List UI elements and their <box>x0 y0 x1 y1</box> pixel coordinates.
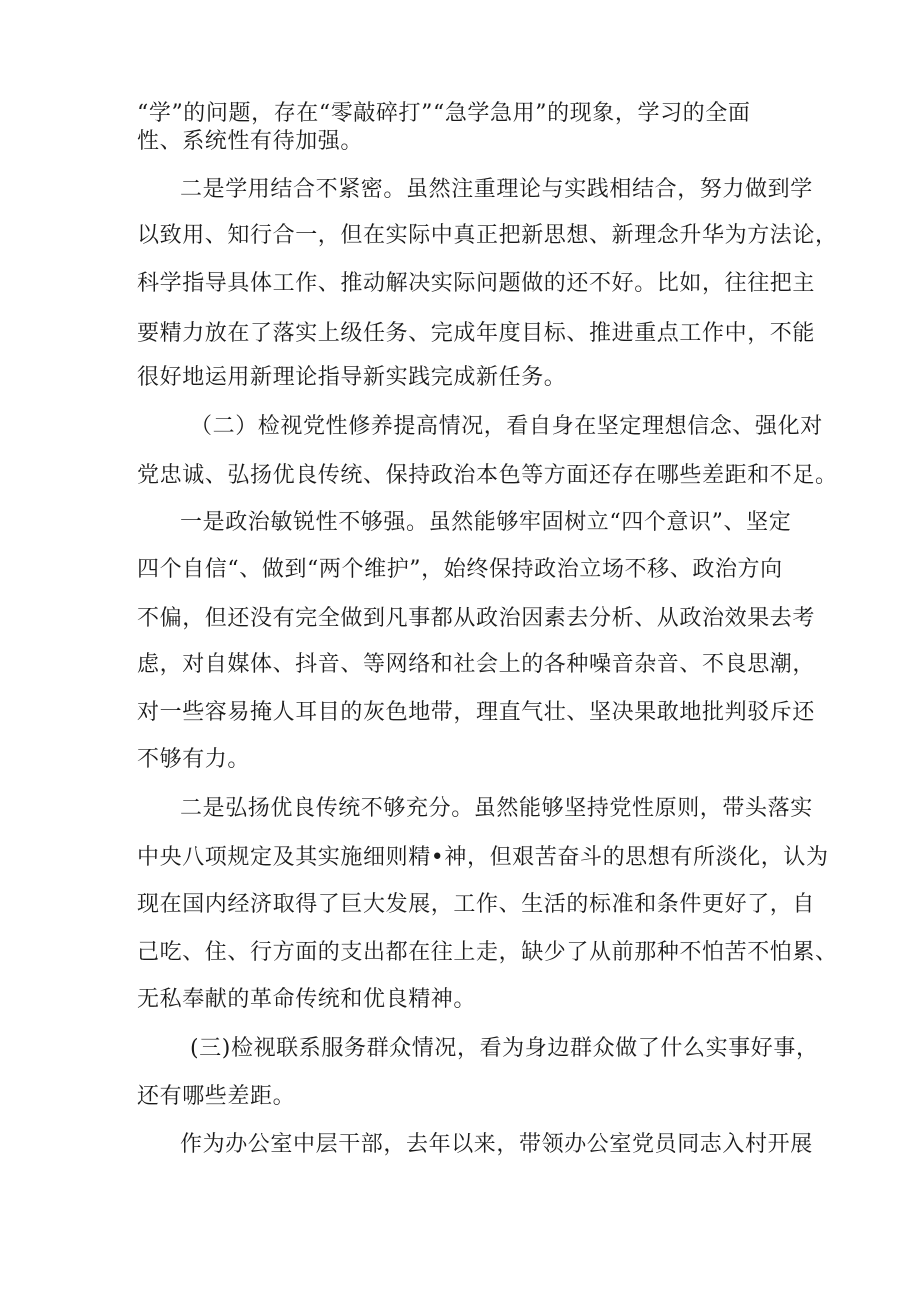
text-line: 二是弘扬优良传统不够充分。虽然能够坚持党性原则，带头落实 <box>180 796 813 821</box>
section-heading-3-cont: 还有哪些差距。 <box>137 1084 296 1109</box>
text-line: 不偏，但还没有完全做到凡事都从政治因素去分析、从政治效果去考 <box>137 606 816 631</box>
text-line: 作为办公室中层干部，去年以来，带领办公室党员同志入村开展 <box>180 1132 813 1157</box>
text-line: 一是政治敏锐性不够强。虽然能够牢固树立“四个意识”、坚定 <box>180 510 792 535</box>
text-line: 以致用、知行合一，但在实际中真正把新思想、新理念升华为方法论， <box>137 223 838 248</box>
text-line: 虑，对自媒体、抖音、等网络和社会上的各种噪音杂音、不良思潮， <box>137 652 816 677</box>
text-line: 己吃、住、行方面的支出都在往上走，缺少了从前那种不怕苦不怕累、 <box>137 940 838 965</box>
text-line: 科学指导具体工作、推动解决实际问题做的还不好。比如，往往把主 <box>137 271 816 296</box>
section-heading-3: (三)检视联系服务群众情况，看为身边群众做了什么实事好事， <box>190 1036 819 1061</box>
section-heading-2-cont: 党忠诚、弘扬优良传统、保持政治本色等方面还存在哪些差距和不足。 <box>137 463 838 488</box>
text-line: 无私奉献的革命传统和优良精神。 <box>137 987 477 1012</box>
text-line: “学”的问题，存在“零敲碎打”“急学急用”的现象，学习的全面 <box>137 101 751 126</box>
text-line: 对一些容易掩人耳目的灰色地带，理直气壮、坚决果敢地批判驳斥还 <box>137 700 816 725</box>
text-line: 很好地运用新理论指导新实践完成新任务。 <box>137 365 567 390</box>
text-line: 二是学用结合不紧密。虽然注重理论与实践相结合，努力做到学 <box>180 177 813 202</box>
text-line: 不够有力。 <box>137 747 251 772</box>
text-line: 性、系统性有待加强。 <box>137 129 364 154</box>
section-heading-2: （二）检视党性修养提高情况，看自身在坚定理想信念、强化对 <box>190 414 823 439</box>
text-line: 四个自信“、做到“两个维护”，始终保持政治立场不移、政治方向 <box>137 557 783 582</box>
text-line: 中央八项规定及其实施细则精•神，但艰苦奋斗的思想有所淡化，认为 <box>137 845 829 870</box>
text-line: 现在国内经济取得了巨大发展，工作、生活的标准和条件更好了，自 <box>137 892 816 917</box>
text-line: 要精力放在了落实上级任务、完成年度目标、推进重点工作中，不能 <box>137 321 816 346</box>
